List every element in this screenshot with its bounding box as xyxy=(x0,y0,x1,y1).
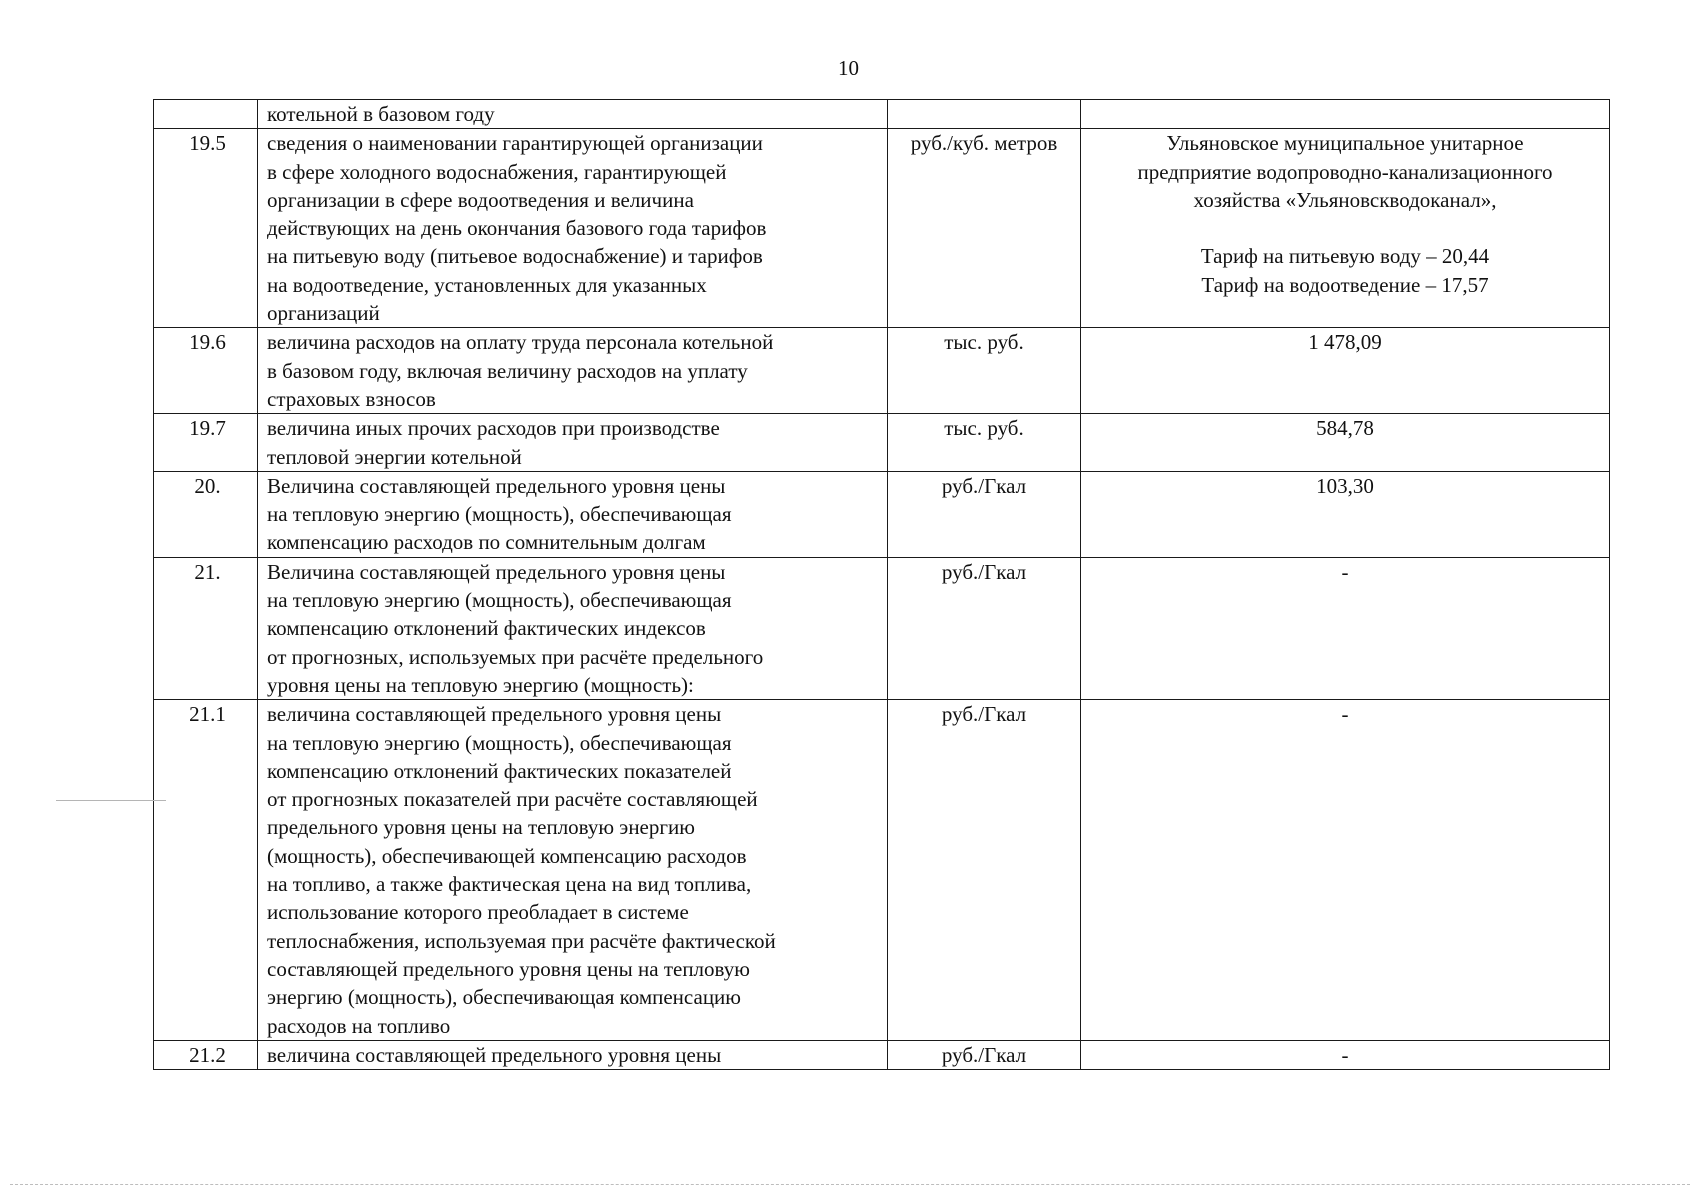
description-line: Величина составляющей предельного уровня цены xyxy=(267,473,726,498)
description-line: на тепловую энергию (мощность), обеспечивающая xyxy=(267,588,732,613)
row-number-cell: 20. xyxy=(154,471,258,557)
value-cell xyxy=(1081,1040,1610,1069)
description-line: организации в сфере водоотведения и величина xyxy=(267,187,694,212)
description-cell xyxy=(258,557,888,699)
description-line: энергию (мощность), обеспечивающая компенсацию xyxy=(267,985,741,1010)
table-row xyxy=(154,328,1610,414)
description-line: от прогнозных, используемых при расчёте предельного xyxy=(267,644,764,669)
value-line: - xyxy=(1341,702,1349,727)
description-cell xyxy=(258,471,888,557)
table-row xyxy=(154,557,1610,699)
unit-cell xyxy=(888,100,1081,129)
description-line: компенсацию отклонений фактических показателей xyxy=(267,758,732,783)
description-line: в сфере холодного водоснабжения, гарантирующей xyxy=(267,159,727,184)
description-line: использование которого преобладает в системе xyxy=(267,900,689,925)
description-line: от прогнозных показателей при расчёте составляющей xyxy=(267,787,758,812)
description-line: на питьевую воду (питьевое водоснабжение) и тарифов xyxy=(267,244,763,269)
description-cell xyxy=(258,129,888,328)
value-cell xyxy=(1081,328,1610,414)
unit-cell: тыс. руб. xyxy=(888,414,1081,472)
description-line: компенсацию отклонений фактических индексов xyxy=(267,616,706,641)
description-line: предельного уровня цены на тепловую энергию xyxy=(267,815,695,840)
value-line: 584,78 xyxy=(1316,416,1374,441)
description-line: на водоотведение, установленных для указанных xyxy=(267,272,707,297)
row-number-cell: 19.7 xyxy=(154,414,258,472)
scan-artifact-line xyxy=(56,800,166,801)
description-line: величина составляющей предельного уровня цены xyxy=(267,1042,722,1067)
row-number-cell: 21.2 xyxy=(154,1040,258,1069)
value-line: предприятие водопроводно-канализационного xyxy=(1137,159,1553,184)
description-line: компенсацию расходов по сомнительным долгам xyxy=(267,530,706,555)
description-line: величина расходов на оплату труда персонала котельной xyxy=(267,330,774,355)
value-line: Ульяновское муниципальное унитарное xyxy=(1166,131,1524,156)
value-line: Тариф на водоотведение – 17,57 xyxy=(1201,272,1489,297)
row-number-cell xyxy=(154,100,258,129)
value-line: - xyxy=(1341,1042,1349,1067)
unit-cell: руб./Гкал xyxy=(888,1040,1081,1069)
value-cell xyxy=(1081,557,1610,699)
value-cell xyxy=(1081,414,1610,472)
table-row xyxy=(154,471,1610,557)
description-line: котельной в базовом году xyxy=(267,102,495,126)
value-line: Тариф на питьевую воду – 20,44 xyxy=(1200,244,1490,269)
description-cell xyxy=(258,100,888,129)
description-line: сведения о наименовании гарантирующей организации xyxy=(267,131,763,156)
unit-cell: руб./куб. метров xyxy=(888,129,1081,328)
description-line: организаций xyxy=(267,301,380,326)
description-line: тепловой энергии котельной xyxy=(267,444,522,469)
table-body xyxy=(154,100,1610,1070)
description-line: теплоснабжения, используемая при расчёте фактической xyxy=(267,928,776,953)
description-cell xyxy=(258,1040,888,1069)
description-line: (мощность), обеспечивающей компенсацию расходов xyxy=(267,843,747,868)
table-row xyxy=(154,700,1610,1041)
description-line: расходов на топливо xyxy=(267,1013,451,1038)
value-line: 1 478,09 xyxy=(1308,330,1382,355)
value-cell xyxy=(1081,129,1610,328)
value-line: 103,30 xyxy=(1316,473,1374,498)
description-line: составляющей предельного уровня цены на тепловую xyxy=(267,956,750,981)
tariff-table xyxy=(153,99,1610,1070)
description-line: в базовом году, включая величину расходов на уплату xyxy=(267,358,748,383)
page-number: 10 xyxy=(838,56,859,80)
unit-cell: руб./Гкал xyxy=(888,471,1081,557)
description-line: на топливо, а также фактическая цена на вид топлива, xyxy=(267,872,752,897)
value-blank-line xyxy=(1091,214,1599,242)
row-number-cell: 19.6 xyxy=(154,328,258,414)
description-line: действующих на день окончания базового года тарифов xyxy=(267,216,767,241)
row-number-cell: 19.5 xyxy=(154,129,258,328)
table-row xyxy=(154,1040,1610,1069)
description-line: величина составляющей предельного уровня цены xyxy=(267,702,722,727)
description-line: величина иных прочих расходов при производстве xyxy=(267,416,720,441)
description-cell xyxy=(258,700,888,1041)
unit-cell: руб./Гкал xyxy=(888,557,1081,699)
description-line: страховых взносов xyxy=(267,386,436,411)
page-bottom-rule xyxy=(10,1184,1690,1185)
row-number-cell: 21. xyxy=(154,557,258,699)
table-row xyxy=(154,100,1610,129)
table-row xyxy=(154,129,1610,328)
value-cell xyxy=(1081,700,1610,1041)
unit-cell: руб./Гкал xyxy=(888,700,1081,1041)
value-blank-line xyxy=(1091,100,1599,128)
description-cell xyxy=(258,328,888,414)
row-number-cell: 21.1 xyxy=(154,700,258,1041)
description-line: на тепловую энергию (мощность), обеспечивающая xyxy=(267,730,732,755)
description-cell xyxy=(258,414,888,472)
table-row xyxy=(154,414,1610,472)
description-line: уровня цены на тепловую энергию (мощность): xyxy=(267,672,694,697)
description-line: Величина составляющей предельного уровня цены xyxy=(267,559,726,584)
value-cell xyxy=(1081,471,1610,557)
value-cell xyxy=(1081,100,1610,129)
value-line: хозяйства «Ульяновскводоканал», xyxy=(1193,187,1497,212)
description-line: на тепловую энергию (мощность), обеспечивающая xyxy=(267,502,732,527)
unit-cell: тыс. руб. xyxy=(888,328,1081,414)
value-line: - xyxy=(1341,559,1349,584)
